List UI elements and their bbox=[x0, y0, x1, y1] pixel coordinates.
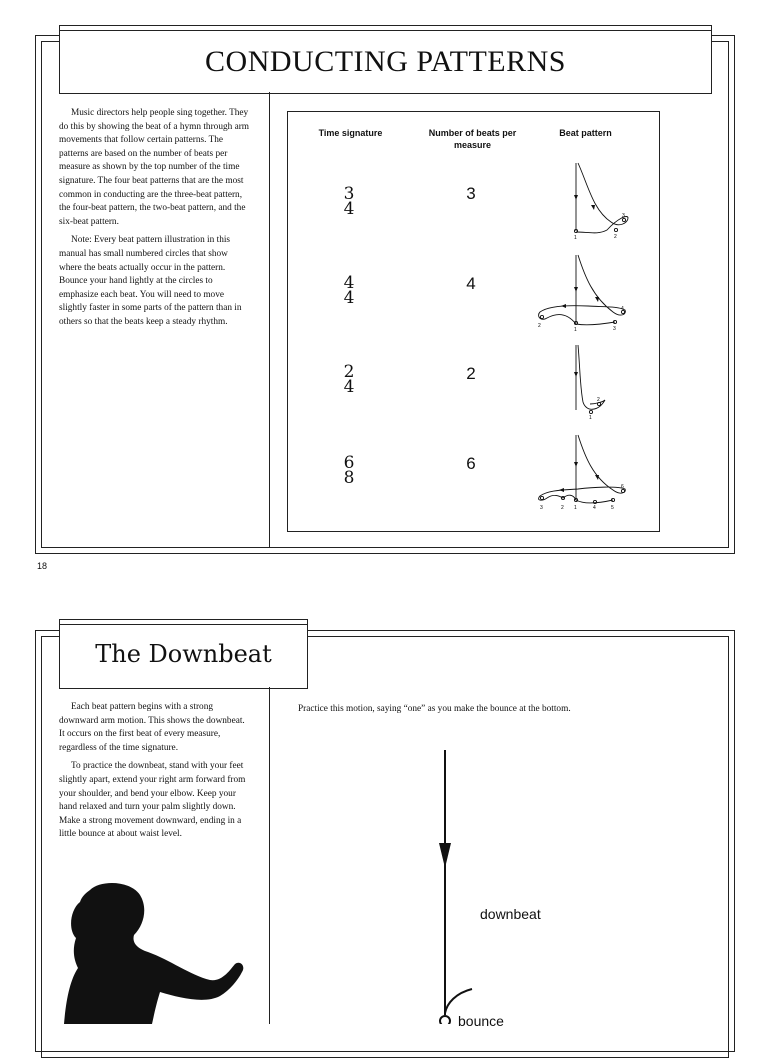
page1-body-text bbox=[59, 107, 251, 335]
ts-bottom: 8 bbox=[343, 468, 355, 488]
beat-num-1: 1 bbox=[574, 235, 577, 241]
page2-body-text bbox=[59, 701, 251, 847]
beats-count: 3 bbox=[466, 184, 476, 203]
downbeat-intro-paragraph: Each beat pattern begins with a strong downward arm motion. This shows the downbeat. It occurs on the first beat of every measure, regardless of the time signature. bbox=[59, 702, 245, 753]
downbeat-practice-paragraph: To practice the downbeat, stand with your feet slightly apart, extend your right arm forward from your shoulder, and bend your elbow. Keep your hand relaxed and turn your palm slightly down. Make a strong movement downward, ending in a little bounce at about waist level. bbox=[59, 761, 246, 840]
bounce-circle-icon bbox=[440, 1016, 450, 1024]
beat-num-1: 1 bbox=[589, 415, 592, 421]
header-beat-pattern: Beat pattern bbox=[559, 128, 612, 138]
header-number-of-beats: Number of beats per measure bbox=[428, 128, 517, 150]
ts-bottom: 4 bbox=[343, 288, 355, 308]
page2-title-tab-top bbox=[59, 619, 308, 624]
ts-top: 4 bbox=[343, 273, 355, 293]
beat-pattern-table bbox=[287, 111, 660, 532]
beats-count: 2 bbox=[466, 364, 476, 383]
down-arrow-icon bbox=[439, 843, 451, 868]
practice-caption: Practice this motion, saying “one” as you make the bounce at the bottom. bbox=[298, 704, 571, 714]
beat-num-2: 2 bbox=[597, 397, 600, 403]
downbeat-diagram bbox=[420, 745, 500, 1024]
three-beat-pattern-icon bbox=[533, 160, 633, 242]
ts-top: 2 bbox=[343, 362, 355, 382]
beat-num-3: 3 bbox=[540, 505, 543, 511]
beat-num-2: 2 bbox=[538, 323, 541, 329]
section-title: The Downbeat bbox=[95, 640, 272, 668]
page-number: 18 bbox=[37, 561, 48, 571]
ts-bottom: 4 bbox=[343, 199, 355, 219]
time-signature-6-8 bbox=[339, 453, 359, 488]
time-signature-4-4 bbox=[339, 273, 359, 308]
four-beat-pattern-icon bbox=[533, 252, 633, 334]
page2-column-divider bbox=[269, 687, 270, 1024]
bounce-label: bounce bbox=[458, 1013, 504, 1029]
beat-num-2: 2 bbox=[614, 234, 617, 240]
six-beat-pattern-icon bbox=[533, 432, 633, 514]
page1-title-box bbox=[59, 30, 712, 94]
header-time-signature: Time signature bbox=[318, 128, 383, 138]
beat-num-6: 6 bbox=[621, 484, 624, 490]
two-beat-pattern-icon bbox=[533, 342, 633, 424]
page2-title-box bbox=[59, 624, 308, 689]
beat-num-1: 1 bbox=[574, 505, 577, 511]
note-paragraph: Note: Every beat pattern illustration in this manual has small numbered circles that show where the beats actually occur in the pattern. Bounce your hand lightly at the circles to emphasize each beat. You will need to move slightly faster in some parts of the pattern than in others so that the beats keep a steady rhythm. bbox=[59, 235, 242, 327]
page1-column-divider bbox=[269, 92, 270, 547]
ts-bottom: 4 bbox=[343, 377, 355, 397]
downbeat-label: downbeat bbox=[480, 906, 541, 922]
page1-title-tab-top bbox=[59, 25, 712, 30]
page-title: CONDUCTING PATTERNS bbox=[205, 45, 566, 78]
ts-top: 3 bbox=[343, 184, 355, 204]
conductor-silhouette-image bbox=[60, 880, 255, 1024]
beat-num-3: 3 bbox=[613, 326, 616, 332]
beat-num-4: 4 bbox=[621, 306, 624, 312]
beat-num-4: 4 bbox=[593, 505, 596, 511]
time-signature-3-4 bbox=[339, 184, 359, 219]
beat-num-1: 1 bbox=[574, 327, 577, 333]
time-signature-2-4 bbox=[339, 362, 359, 397]
intro-paragraph: Music directors help people sing together. They do this by showing the beat of a hymn through arm movements that follow certain patterns. The patterns are based on the number of beats per measure as shown by the top number of the time signature. The four beat patterns that are the most common in conducting are the three-beat pattern, the four-beat pattern, the two-beat pattern, and the six-beat pattern. bbox=[59, 108, 250, 227]
beat-num-2: 2 bbox=[561, 505, 564, 511]
beat-num-3: 3 bbox=[622, 213, 625, 219]
beat-num-5: 5 bbox=[611, 505, 614, 511]
beats-count: 4 bbox=[466, 274, 476, 293]
ts-top: 6 bbox=[343, 453, 355, 473]
bounce-curve bbox=[445, 989, 472, 1013]
beats-count: 6 bbox=[466, 454, 476, 473]
